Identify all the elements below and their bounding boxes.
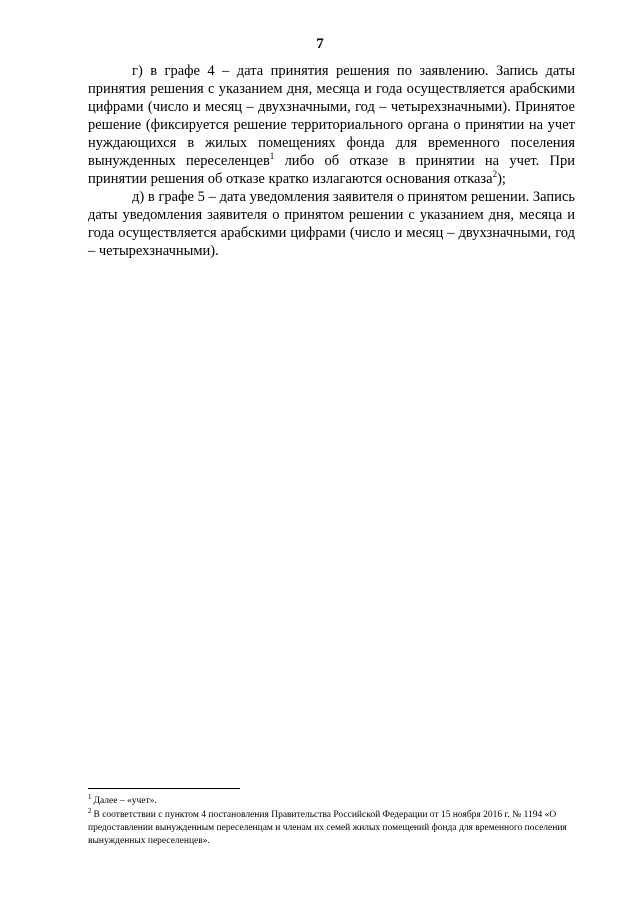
footnote-1 [88,792,575,808]
paragraph-d: д) в графе 5 – дата уведомления заявителя о принятом решении. Запись даты уведомления заявителя о принятом решении с указанием дня, месяца и года осуществляется арабскими цифрами (число и месяц – двухзначными, год – четырехзначными). [88,189,575,259]
footnote-2-text: В соответствии с пунктом 4 постановления Правительства Российской Федерации от 15 ноября 2016 г. № 1194 «О предоставлении вынужденным переселенцам и членам их семей жилых помещений фонда для временного поселения вынужденных переселенцев». [88,810,567,846]
footnote-1-mark: 1 [88,792,92,801]
page-number: 7 [316,36,324,52]
footnote-1-text: Далее – «учет». [93,796,157,806]
footnote-2-mark: 2 [88,806,92,815]
footnote-reference-2: 2 [492,169,498,180]
footnotes [88,792,575,849]
document-body [88,62,575,260]
paragraph-g-text-2: либо об отказе в принятии на учет. При принятии решения об отказе кратко излагаются основания отказа [88,153,576,187]
footnote-reference-1: 1 [269,151,275,162]
paragraph-g [88,62,575,188]
footnote-divider [88,788,240,789]
paragraph-g-text-3: ); [497,171,506,187]
footnote-2 [88,806,575,848]
paragraph-g-text-1: г) в графе 4 – дата принятия решения по заявлению. Запись даты принятия решения с указанием дня, месяца и года осуществляется арабскими цифрами (число и месяц – двухзначными, год – четырехзначными). Принятое решение (фиксируется решение территориального органа о принятии на учет нуждающихся в жилых помещениях фонда для временного поселения вынужденных переселенцев [88,63,575,169]
